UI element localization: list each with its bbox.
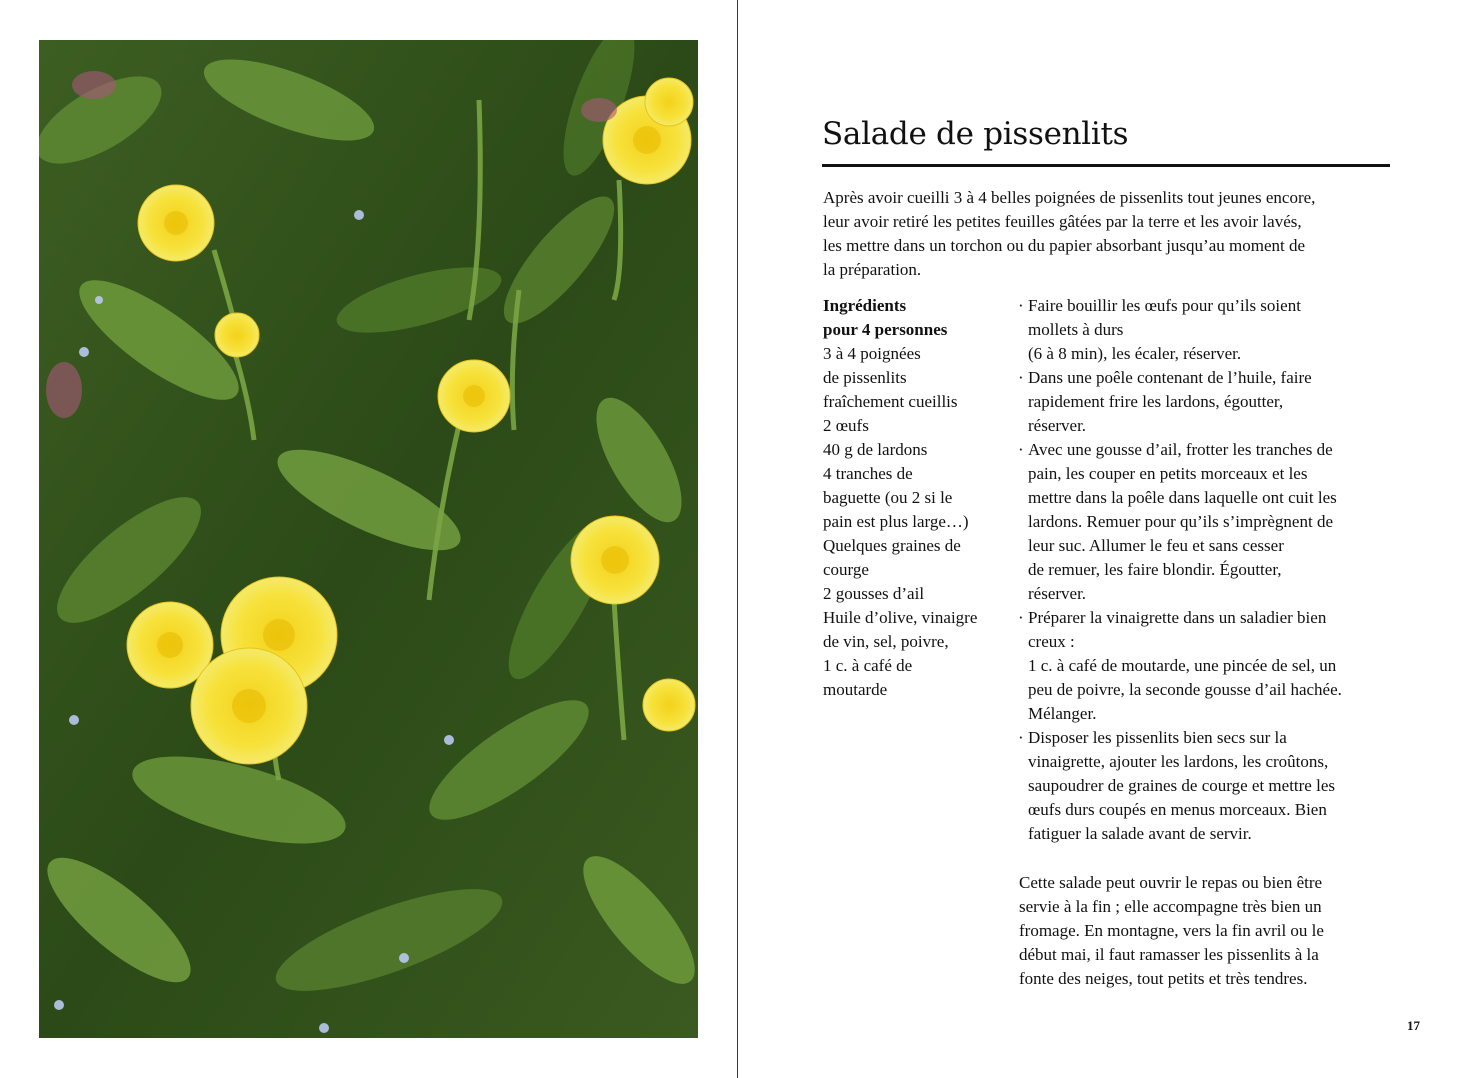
ingredient-line: 40 g de lardons [823,440,928,459]
step-line: mollets à durs [1028,320,1124,339]
step-line: de remuer, les faire blondir. Égoutter, [1028,560,1282,579]
step-line: saupoudrer de graines de courge et mettre les [1028,776,1335,795]
note-line: début mai, il faut ramasser les pissenlits à la [1019,945,1319,964]
page-number: 17 [1407,1018,1420,1033]
ingredient-line: fraîchement cueillis [823,392,958,411]
dandelion-photo [39,40,698,1038]
step-line: · Dans une poêle contenant de l’huile, faire [1028,368,1312,387]
ingredient-line: 2 gousses d’ail [823,584,925,603]
ingredients-servings: pour 4 personnes [823,320,948,339]
ingredient-line: courge [823,560,869,579]
step-line: · Avec une gousse d’ail, frotter les tranches de [1028,440,1333,459]
step-line: leur suc. Allumer le feu et sans cesser [1028,536,1284,555]
ingredient-line: 1 c. à café de [823,656,913,675]
step-line: réserver. [1028,416,1087,435]
recipe-steps [1017,294,1402,846]
intro-line: les mettre dans un torchon ou du papier absorbant jusqu’au moment de [823,236,1306,255]
note-line: fonte des neiges, tout petits et très tendres. [1019,969,1308,988]
step-line: fatiguer la salade avant de servir. [1028,824,1252,843]
step-line: réserver. [1028,584,1087,603]
note-line: Cette salade peut ouvrir le repas ou bien être [1019,873,1323,892]
recipe-intro [823,186,1398,282]
recipe-step [1017,294,1402,366]
step-line: pain, les couper en petits morceaux et les [1028,464,1308,483]
recipe-step [1017,606,1402,726]
note-line: servie à la fin ; elle accompagne très bien un [1019,897,1322,916]
recipe-note [1019,871,1399,991]
step-line: vinaigrette, ajouter les lardons, les croûtons, [1028,752,1329,771]
ingredient-line: de vin, sel, poivre, [823,632,949,651]
ingredients-heading: Ingrédients [823,296,907,315]
recipe-step [1017,726,1402,846]
ingredient-line: moutarde [823,680,888,699]
ingredient-line: 2 œufs [823,416,869,435]
intro-line: la préparation. [823,260,922,279]
step-line: · Disposer les pissenlits bien secs sur la [1028,728,1287,747]
ingredient-line: 3 à 4 poignées [823,344,921,363]
step-line: peu de poivre, la seconde gousse d’ail hachée. [1028,680,1342,699]
step-line: 1 c. à café de moutarde, une pincée de sel, un [1028,656,1337,675]
page-gutter-line [737,0,738,1078]
step-line: œufs durs coupés en menus morceaux. Bien [1028,800,1327,819]
ingredient-line: pain est plus large…) [823,512,969,531]
intro-line: leur avoir retiré les petites feuilles gâtées par la terre et les avoir lavés, [823,212,1302,231]
step-line: rapidement frire les lardons, égoutter, [1028,392,1284,411]
ingredient-line: de pissenlits [823,368,907,387]
ingredient-line: 4 tranches de [823,464,913,483]
recipe-title: Salade de pissenlits [822,116,1129,152]
intro-line: Après avoir cueilli 3 à 4 belles poignées de pissenlits tout jeunes encore, [823,188,1316,207]
recipe-step [1017,366,1402,438]
step-line: lardons. Remuer pour qu’ils s’imprègnent de [1028,512,1333,531]
ingredient-line: Quelques graines de [823,536,961,555]
recipe-step [1017,438,1402,606]
note-line: fromage. En montagne, vers la fin avril ou le [1019,921,1324,940]
title-underline [822,164,1390,167]
step-line: creux : [1028,632,1075,651]
ingredient-line: baguette (ou 2 si le [823,488,953,507]
step-line: (6 à 8 min), les écaler, réserver. [1028,344,1242,363]
ingredients-list [823,294,1013,702]
ingredient-line: Huile d’olive, vinaigre [823,608,978,627]
step-line: mettre dans la poêle dans laquelle ont cuit les [1028,488,1337,507]
step-line: Mélanger. [1028,704,1097,723]
step-line: · Préparer la vinaigrette dans un saladier bien [1028,608,1327,627]
step-line: · Faire bouillir les œufs pour qu’ils soient [1028,296,1301,315]
